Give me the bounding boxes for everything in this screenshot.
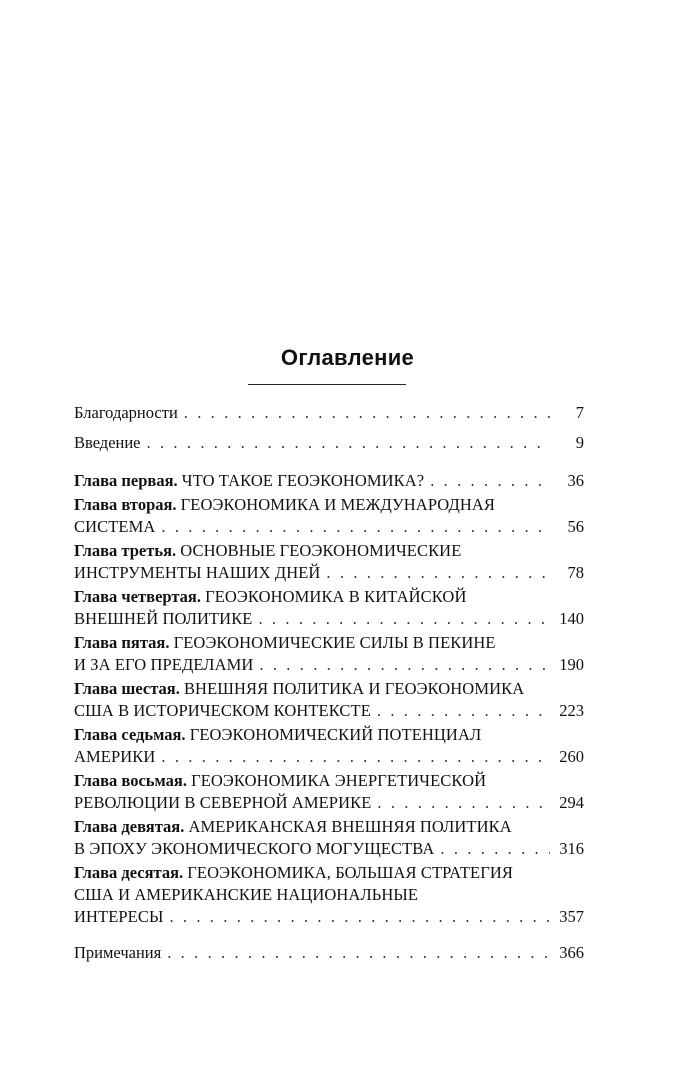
dot-leader: [169, 906, 550, 928]
toc-entry-chapter-4[interactable]: [74, 586, 584, 630]
dot-leader: [259, 654, 550, 676]
dot-leader: [258, 608, 550, 630]
table-of-contents: [74, 402, 584, 964]
entry-page-number: 190: [559, 655, 584, 674]
entry-page-number: 140: [559, 609, 584, 628]
toc-heading: Оглавление: [280, 345, 415, 370]
toc-entry-chapter-3[interactable]: [74, 540, 584, 584]
chapter-label: Глава вторая.: [74, 495, 177, 514]
chapter-title-line: СИСТЕМА: [74, 517, 156, 536]
chapter-title-line: АМЕРИКАНСКАЯ ВНЕШНЯЯ ПОЛИТИКА: [188, 817, 512, 836]
entry-page-number: 36: [567, 471, 584, 490]
chapter-title-line: ВНЕШНЕЙ ПОЛИТИКЕ: [74, 609, 253, 628]
toc-entry-acknowledgements[interactable]: [74, 402, 584, 424]
dot-leader: [326, 562, 550, 584]
chapter-title-line: ИНТЕРЕСЫ: [74, 907, 164, 926]
chapter-label: Глава пятая.: [74, 633, 170, 652]
chapter-title-line: США В ИСТОРИЧЕСКОМ КОНТЕКСТЕ: [74, 701, 371, 720]
entry-page-number: 78: [567, 563, 584, 582]
chapter-label: Глава четвертая.: [74, 587, 201, 606]
chapter-title-line: И ЗА ЕГО ПРЕДЕЛАМИ: [74, 655, 254, 674]
toc-entry-chapter-5[interactable]: [74, 632, 584, 676]
dot-leader: [184, 402, 550, 424]
chapter-title-line: В ЭПОХУ ЭКОНОМИЧЕСКОГО МОГУЩЕСТВА: [74, 839, 435, 858]
chapter-title-line: ГЕОЭКОНОМИКА В КИТАЙСКОЙ: [205, 587, 467, 606]
toc-entry-chapter-9[interactable]: [74, 816, 584, 860]
entry-title: Введение: [74, 433, 141, 452]
chapter-title-line: ВНЕШНЯЯ ПОЛИТИКА И ГЕОЭКОНОМИКА: [183, 679, 525, 698]
chapter-title-line: ГЕОЭКОНОМИЧЕСКИЙ ПОТЕНЦИАЛ: [189, 725, 482, 744]
dot-leader: [377, 700, 550, 722]
heading-underline: [248, 384, 406, 385]
dot-leader: [430, 470, 550, 492]
entry-page-number: 366: [559, 943, 584, 962]
entry-title: Благодарности: [74, 403, 178, 422]
entry-page-number: 223: [559, 701, 584, 720]
dot-leader: [440, 838, 550, 860]
chapter-label: Глава восьмая.: [74, 771, 187, 790]
chapter-title-line: РЕВОЛЮЦИИ В СЕВЕРНОЙ АМЕРИКЕ: [74, 793, 372, 812]
chapter-title-line: ГЕОЭКОНОМИКА, БОЛЬШАЯ СТРАТЕГИЯ: [187, 863, 513, 882]
chapter-title-line: США И АМЕРИКАНСКИЕ НАЦИОНАЛЬНЫЕ: [74, 885, 419, 904]
chapter-title-line: ГЕОЭКОНОМИКА И МЕЖДУНАРОДНАЯ: [180, 495, 495, 514]
chapter-title-line: АМЕРИКИ: [74, 747, 156, 766]
entry-page-number: 357: [559, 907, 584, 926]
toc-entry-chapter-1[interactable]: [74, 470, 584, 492]
dot-leader: [167, 942, 550, 964]
chapter-label: Глава седьмая.: [74, 725, 186, 744]
chapter-label: Глава девятая.: [74, 817, 185, 836]
chapter-label: Глава шестая.: [74, 679, 180, 698]
entry-page-number: 294: [559, 793, 584, 812]
dot-leader: [147, 432, 550, 454]
chapter-label: Глава десятая.: [74, 863, 184, 882]
toc-entry-chapter-7[interactable]: [74, 724, 584, 768]
chapter-title-line: ГЕОЭКОНОМИКА ЭНЕРГЕТИЧЕСКОЙ: [191, 771, 487, 790]
toc-entry-chapter-10[interactable]: [74, 862, 584, 928]
toc-entry-chapter-2[interactable]: [74, 494, 584, 538]
chapter-label: Глава первая.: [74, 471, 178, 490]
toc-entry-introduction[interactable]: [74, 432, 584, 454]
toc-entry-chapter-6[interactable]: [74, 678, 584, 722]
dot-leader: [161, 516, 550, 538]
chapter-title-line: ЧТО ТАКОЕ ГЕОЭКОНОМИКА?: [181, 471, 425, 490]
chapter-title-line: ГЕОЭКОНОМИЧЕСКИЕ СИЛЫ В ПЕКИНЕ: [173, 633, 496, 652]
chapter-title-line: ОСНОВНЫЕ ГЕОЭКОНОМИЧЕСКИЕ: [180, 541, 462, 560]
entry-page-number: 316: [559, 839, 584, 858]
entry-page-number: 260: [559, 747, 584, 766]
entry-page-number: 9: [575, 433, 584, 452]
toc-entry-notes[interactable]: [74, 942, 584, 964]
toc-entry-chapter-8[interactable]: [74, 770, 584, 814]
entry-title: Примечания: [74, 943, 162, 962]
dot-leader: [377, 792, 550, 814]
chapter-label: Глава третья.: [74, 541, 177, 560]
entry-page-number: 7: [575, 403, 584, 422]
entry-page-number: 56: [567, 517, 584, 536]
dot-leader: [161, 746, 550, 768]
chapter-title-line: ИНСТРУМЕНТЫ НАШИХ ДНЕЙ: [74, 563, 321, 582]
